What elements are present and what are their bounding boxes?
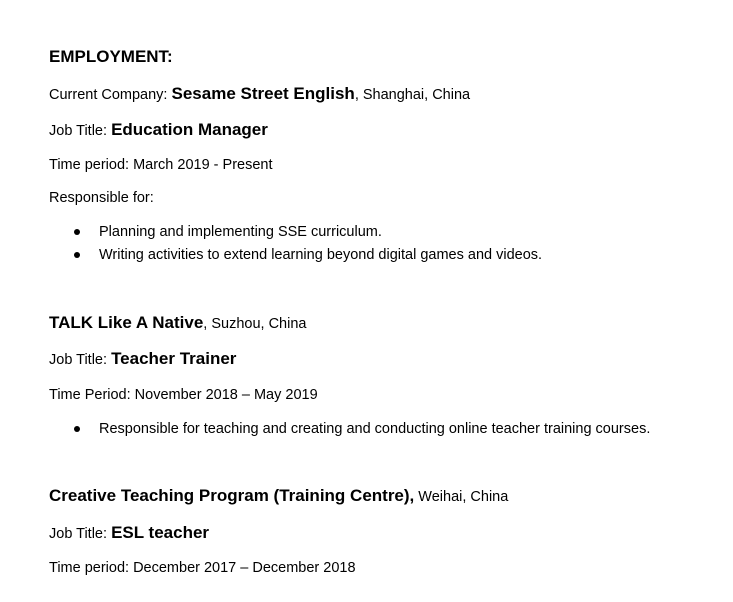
job1-period: Time period: March 2019 - Present: [49, 157, 273, 173]
job1-title: Education Manager: [111, 120, 268, 139]
job2-company-line: [49, 314, 306, 333]
job1-company-prefix: Current Company:: [49, 87, 172, 103]
job2-duties-list: [49, 420, 650, 443]
job2-company-name: TALK Like A Native: [49, 313, 204, 332]
job1-location: , Shanghai, China: [354, 87, 471, 103]
job2-location: , Suzhou, China: [203, 316, 307, 332]
list-item: [49, 223, 542, 246]
job1-company-name: Sesame Street English: [171, 84, 355, 103]
job3-company-line: [49, 487, 508, 506]
job3-location: Weihai, China: [414, 489, 509, 505]
list-item: [49, 246, 542, 269]
job2-title-line: [49, 350, 236, 369]
job1-responsible-label: Responsible for:: [49, 190, 154, 206]
job3-title: ESL teacher: [111, 523, 210, 542]
job1-duty-text: Planning and implementing SSE curriculum.: [99, 224, 382, 240]
job3-company-name: Creative Teaching Program (Training Centre),: [49, 486, 415, 505]
job2-duty-text: Responsible for teaching and creating and conducting online teacher training courses.: [99, 421, 651, 437]
job2-title-prefix: Job Title:: [49, 352, 112, 368]
job3-period: Time period: December 2017 – December 2018: [49, 560, 356, 576]
job3-title-prefix: Job Title:: [49, 526, 112, 542]
list-item: [49, 420, 650, 443]
bullet-icon: [74, 229, 80, 235]
job1-duties-list: [49, 223, 542, 269]
job1-title-line: [49, 121, 268, 140]
bullet-icon: [74, 426, 80, 432]
job2-title: Teacher Trainer: [111, 349, 237, 368]
job1-company-line: [49, 85, 470, 104]
job2-period: Time Period: November 2018 – May 2019: [49, 387, 318, 403]
job3-title-line: [49, 524, 209, 543]
job1-duty-text: Writing activities to extend learning beyond digital games and videos.: [99, 247, 543, 263]
job1-title-prefix: Job Title:: [49, 123, 112, 139]
section-title: EMPLOYMENT:: [49, 47, 173, 66]
bullet-icon: [74, 252, 80, 258]
